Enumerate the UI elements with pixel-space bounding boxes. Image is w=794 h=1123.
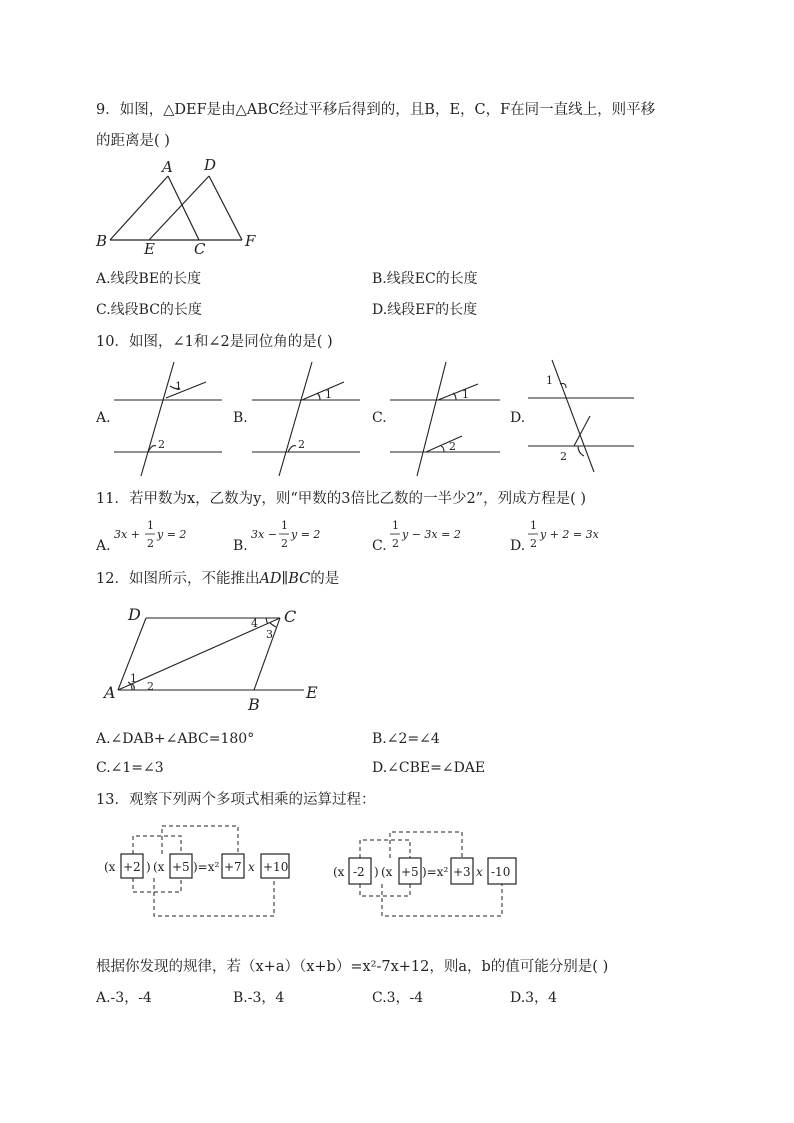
q13-d1-mid: )	[146, 860, 151, 874]
q13-d1-open1: (x	[104, 860, 116, 874]
q13-d2-box2: +5	[401, 865, 419, 879]
q12-option-b[interactable]: B.∠2=∠4	[372, 731, 440, 747]
q11-a-num: 1	[147, 519, 154, 532]
q12-stem-math: AD∥BC	[259, 571, 311, 587]
q9-option-c[interactable]: C.线段BC的长度	[96, 302, 202, 318]
q10-c-label-2: 2	[449, 440, 456, 453]
q9-label-A: A	[162, 158, 173, 176]
q13-d2-open1: (x	[333, 865, 345, 879]
q13-d2-box1: -2	[353, 865, 365, 879]
q11-a-post: y = 2	[157, 528, 187, 541]
q13-d2-open2: (x	[381, 865, 393, 879]
q11-option-c[interactable]: C.	[372, 538, 387, 554]
q13-d1-x: x	[248, 860, 255, 874]
q9-label-F: F	[245, 232, 256, 250]
q12-option-c[interactable]: C.∠1=∠3	[96, 760, 164, 776]
q10-figure-b	[246, 358, 366, 480]
q9-option-a[interactable]: A.线段BE的长度	[96, 271, 202, 287]
q11-c-post: y − 3x = 2	[402, 528, 461, 541]
q11-d-post: y + 2 = 3x	[540, 528, 599, 541]
q11-expr-a	[112, 512, 232, 552]
q11-b-pre: 3x −	[251, 528, 277, 541]
q13-d1-box4: +10	[263, 860, 289, 874]
q11-c-den: 2	[392, 537, 399, 550]
q10-option-c[interactable]: C.	[372, 410, 387, 426]
q11-c-num: 1	[392, 519, 399, 532]
q13-d1-box2: +5	[172, 860, 190, 874]
q12-label-A: A	[104, 683, 116, 702]
q11-a-pre: 3x +	[114, 528, 140, 541]
q11-option-d[interactable]: D.	[510, 538, 526, 554]
q11-expr-b	[249, 512, 369, 552]
q13-diagram-1	[100, 820, 300, 922]
q12-parallelogram-figure	[100, 598, 330, 714]
q10-c-label-1: 1	[462, 388, 469, 401]
q11-d-den: 2	[530, 537, 537, 550]
q12-option-a[interactable]: A.∠DAB+∠ABC=180°	[96, 731, 255, 747]
q12-label-3: 3	[266, 628, 273, 641]
q11-stem: 11．若甲数为x，乙数为y，则“甲数的3倍比乙数的一半少2”，列成方程是( )	[96, 491, 587, 507]
q10-b-label-2: 2	[298, 438, 305, 451]
q9-label-C: C	[194, 240, 206, 254]
q13-diagram-2	[330, 826, 530, 922]
q12-label-B: B	[248, 695, 260, 714]
q9-option-b[interactable]: B.线段EC的长度	[372, 271, 478, 287]
q10-figure-d	[522, 354, 638, 478]
q10-b-label-1: 1	[325, 388, 332, 401]
q9-stem-line2: 的距离是( )	[96, 133, 170, 149]
q9-stem-line1: 9．如图，△DEF是由△ABC经过平移后得到的，且B，E，C，F在同一直线上，则平移	[96, 102, 656, 118]
q12-label-C: C	[284, 607, 297, 626]
q12-label-4: 4	[251, 617, 258, 630]
q12-stem-post: 的是	[310, 571, 340, 587]
q11-b-den: 2	[281, 537, 288, 550]
q11-b-num: 1	[281, 519, 288, 532]
q13-d1-box3: +7	[224, 860, 242, 874]
q13-d2-box4: -10	[491, 865, 511, 879]
q13-d2-box3: +3	[453, 865, 471, 879]
q11-expr-d	[524, 512, 644, 552]
q13-d1-eq: )=x²	[193, 860, 220, 874]
q10-figure-c	[384, 358, 508, 480]
q13-option-b[interactable]: B.-3，4	[233, 990, 285, 1006]
q10-figure-a	[108, 358, 228, 480]
q9-label-B: B	[96, 232, 108, 250]
q10-a-label-2: 2	[158, 438, 165, 451]
q10-a-label-1: 1	[175, 380, 182, 393]
q12-stem	[96, 567, 339, 588]
q11-expr-c	[386, 512, 506, 552]
q13-d2-mid: )	[374, 865, 379, 879]
q13-option-d[interactable]: D.3，4	[510, 990, 557, 1006]
q10-option-a[interactable]: A.	[96, 410, 111, 426]
q12-stem-pre: 12．如图所示，不能推出	[96, 571, 260, 587]
q12-label-E: E	[306, 683, 318, 702]
q13-d1-open2: (x	[153, 860, 165, 874]
q9-option-d[interactable]: D.线段EF的长度	[372, 302, 478, 318]
q12-option-d[interactable]: D.∠CBE=∠DAE	[372, 760, 486, 776]
q11-b-post: y = 2	[291, 528, 321, 541]
q10-d-label-2: 2	[560, 450, 567, 463]
q11-a-den: 2	[147, 537, 154, 550]
q13-d2-eq: )=x²	[422, 865, 449, 879]
q13-option-a[interactable]: A.-3，-4	[96, 990, 152, 1006]
q10-d-label-1: 1	[546, 374, 553, 387]
q10-option-d[interactable]: D.	[510, 410, 526, 426]
q13-stem: 13．观察下列两个多项式相乘的运算过程：	[96, 792, 376, 808]
q9-label-D: D	[204, 156, 217, 174]
q10-option-b[interactable]: B.	[233, 410, 248, 426]
q13-rule-text: 根据你发现的规律，若（x+a）（x+b）=x²-7x+12，则a，b的值可能分别是( )	[96, 959, 609, 975]
q11-option-a[interactable]: A.	[96, 538, 111, 554]
q13-d1-box1: +2	[123, 860, 141, 874]
q13-d2-x: x	[476, 865, 483, 879]
q9-triangle-figure	[92, 152, 272, 254]
q9-label-E: E	[144, 240, 155, 254]
q10-stem: 10．如图，∠1和∠2是同位角的是( )	[96, 334, 333, 350]
q12-label-1: 1	[130, 672, 137, 685]
q13-option-c[interactable]: C.3，-4	[372, 990, 424, 1006]
q12-label-D: D	[128, 605, 141, 624]
q12-label-2: 2	[147, 680, 154, 693]
q11-d-num: 1	[530, 519, 537, 532]
q11-option-b[interactable]: B.	[233, 538, 248, 554]
